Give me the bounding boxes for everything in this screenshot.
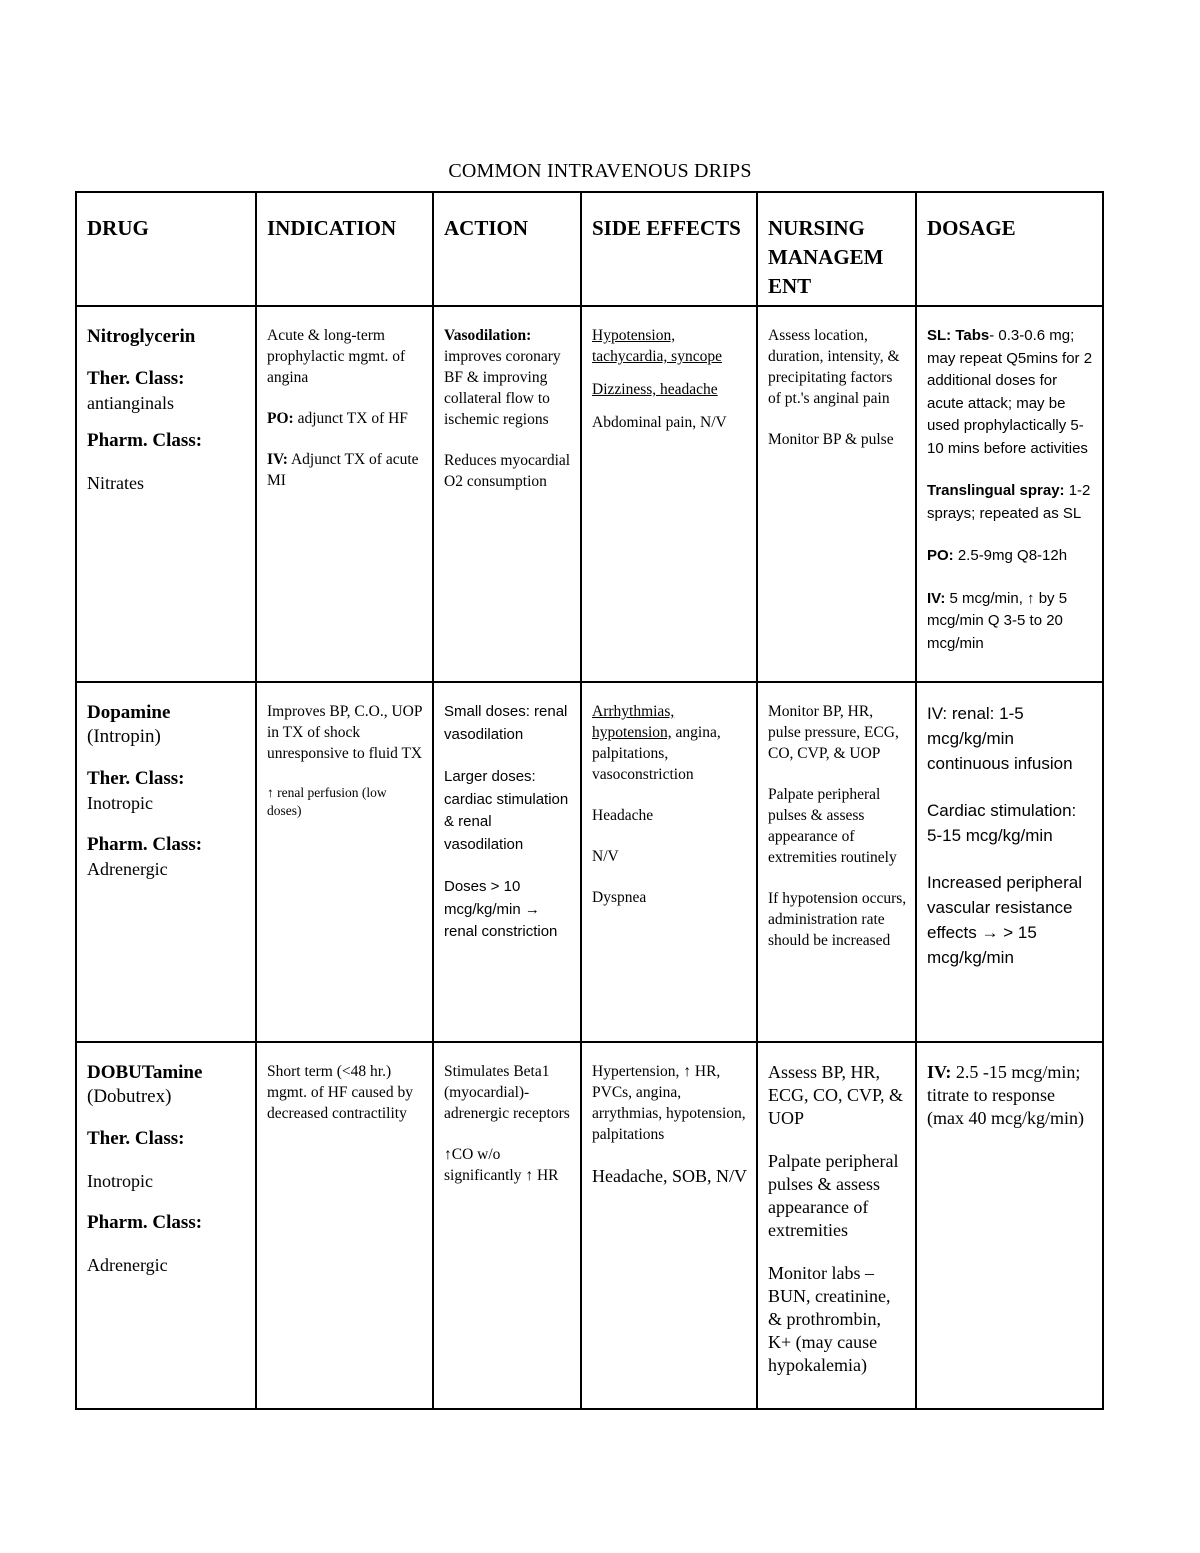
- dosage-po: PO: 2.5-9mg Q8-12h: [927, 547, 1068, 564]
- pharm-class-value: Nitrates: [87, 473, 144, 493]
- ther-class-label: Ther. Class:: [87, 768, 185, 789]
- dosage-sl: SL: Tabs- 0.3-0.6 mg; may repeat Q5mins for 2 additional doses for acute attack; may be used prophylactically 5-10 mins before activities: [927, 327, 1093, 457]
- iv-drips-table: [75, 191, 1104, 1410]
- nursing-cell: [757, 306, 916, 682]
- side-effect-text: Headache: [592, 807, 654, 824]
- action-cell: [433, 1042, 581, 1409]
- side-effect-text: Dyspnea: [592, 889, 647, 906]
- nursing-cell: [757, 682, 916, 1042]
- ther-class-value: Inotropic: [87, 793, 153, 813]
- action-cell: [433, 306, 581, 682]
- dosage-text: Cardiac stimulation: 5-15 mcg/kg/min: [927, 801, 1077, 845]
- nursing-text: Monitor BP & pulse: [768, 431, 894, 448]
- nursing-text: Palpate peripheral pulses & assess appearance of extremities routinely: [768, 786, 897, 866]
- dosage-iv: IV: 2.5 -15 mcg/min; titrate to response (max 40 mcg/kg/min): [927, 1062, 1084, 1128]
- indication-text: ↑ renal perfusion (low doses): [267, 785, 387, 818]
- ther-class-value: antianginals: [87, 393, 174, 413]
- nursing-cell: [757, 1042, 916, 1409]
- action-text: Stimulates Beta1 (myocardial)-adrenergic receptors: [444, 1063, 570, 1122]
- dosage-iv: IV: 5 mcg/min, ↑ by 5 mcg/min Q 3-5 to 20 mcg/min: [927, 589, 1068, 652]
- drug-name: Dopamine: [87, 702, 171, 723]
- drug-cell: [76, 306, 256, 682]
- header-drug: DRUG: [76, 192, 256, 306]
- indication-po: PO: adjunct TX of HF: [267, 410, 408, 427]
- indication-cell: [256, 1042, 433, 1409]
- drug-cell: [76, 1042, 256, 1409]
- table-row: [76, 682, 1103, 1042]
- table-row: [76, 1042, 1103, 1409]
- side-effects-cell: [581, 682, 757, 1042]
- pharm-class-value: Adrenergic: [87, 859, 168, 879]
- action-text: Doses > 10 mcg/kg/min → renal constriction: [444, 878, 558, 940]
- ther-class-value: Inotropic: [87, 1171, 153, 1191]
- action-text: Reduces myocardial O2 consumption: [444, 452, 571, 490]
- drug-name: DOBUTamine: [87, 1062, 203, 1083]
- header-indication: INDICATION: [256, 192, 433, 306]
- side-effects-cell: [581, 1042, 757, 1409]
- side-effect-text: Abdominal pain, N/V: [592, 414, 727, 431]
- table-row: [76, 306, 1103, 682]
- side-effect-text: Hypertension, ↑ HR, PVCs, angina, arrythmias, hypotension, palpitations: [592, 1063, 746, 1143]
- pharm-class-label: Pharm. Class:: [87, 834, 203, 855]
- indication-text: Acute & long-term prophylactic mgmt. of angina: [267, 327, 406, 386]
- table-header-row: [76, 192, 1103, 306]
- ther-class-label: Ther. Class:: [87, 1128, 185, 1149]
- action-text: Larger doses: cardiac stimulation & renal vasodilation: [444, 768, 569, 853]
- dosage-text: IV: renal: 1-5 mcg/kg/min continuous infusion: [927, 704, 1073, 773]
- header-action: ACTION: [433, 192, 581, 306]
- action-cell: [433, 682, 581, 1042]
- side-effects-cell: [581, 306, 757, 682]
- dosage-cell: [916, 682, 1103, 1042]
- nursing-text: Monitor labs – BUN, creatinine, & prothrombin, K+ (may cause hypokalemia): [768, 1263, 891, 1375]
- dosage-cell: [916, 306, 1103, 682]
- header-nursing-management: NURSING MANAGEM ENT: [757, 192, 916, 306]
- page-title: COMMON INTRAVENOUS DRIPS: [448, 160, 752, 182]
- side-effect-text: Headache, SOB, N/V: [592, 1166, 747, 1186]
- action-text: ↑CO w/o significantly ↑ HR: [444, 1146, 559, 1184]
- action-vasodilation: Vasodilation: improves coronary BF & improving collateral flow to ischemic regions: [444, 327, 561, 428]
- header-dosage: DOSAGE: [916, 192, 1103, 306]
- side-effect-text: Dizziness, headache: [592, 381, 718, 398]
- dosage-cell: [916, 1042, 1103, 1409]
- indication-iv: IV: Adjunct TX of acute MI: [267, 451, 419, 489]
- indication-cell: [256, 306, 433, 682]
- side-effect-text: Arrhythmias, hypotension, angina, palpitations, vasoconstriction: [592, 703, 721, 783]
- nursing-text: Assess BP, HR, ECG, CO, CVP, & UOP: [768, 1062, 904, 1128]
- nursing-text: Assess location, duration, intensity, & precipitating factors of pt.'s anginal pain: [768, 327, 900, 407]
- side-effect-text: N/V: [592, 848, 619, 865]
- nursing-text: Palpate peripheral pulses & assess appearance of extremities: [768, 1151, 899, 1240]
- drug-name: Nitroglycerin: [87, 326, 196, 347]
- indication-text: Improves BP, C.O., UOP in TX of shock unresponsive to fluid TX: [267, 703, 423, 762]
- indication-text: Short term (<48 hr.) mgmt. of HF caused by decreased contractility: [267, 1063, 413, 1122]
- drug-cell: [76, 682, 256, 1042]
- nursing-text: Monitor BP, HR, pulse pressure, ECG, CO, CVP, & UOP: [768, 703, 899, 762]
- pharm-class-value: Adrenergic: [87, 1255, 168, 1275]
- dosage-text: Increased peripheral vascular resistance effects → > 15 mcg/kg/min: [927, 873, 1082, 967]
- indication-cell: [256, 682, 433, 1042]
- drug-brand-name: (Dobutrex): [87, 1086, 172, 1107]
- pharm-class-label: Pharm. Class:: [87, 1212, 203, 1233]
- drug-brand-name: (Intropin): [87, 726, 161, 747]
- ther-class-label: Ther. Class:: [87, 368, 185, 389]
- dosage-spray: Translingual spray: 1-2 sprays; repeated as SL: [927, 482, 1091, 522]
- side-effect-text: Hypotension, tachycardia, syncope: [592, 327, 722, 365]
- pharm-class-label: Pharm. Class:: [87, 430, 203, 451]
- action-text: Small doses: renal vasodilation: [444, 703, 568, 743]
- header-side-effects: SIDE EFFECTS: [581, 192, 757, 306]
- nursing-text: If hypotension occurs, administration rate should be increased: [768, 890, 907, 949]
